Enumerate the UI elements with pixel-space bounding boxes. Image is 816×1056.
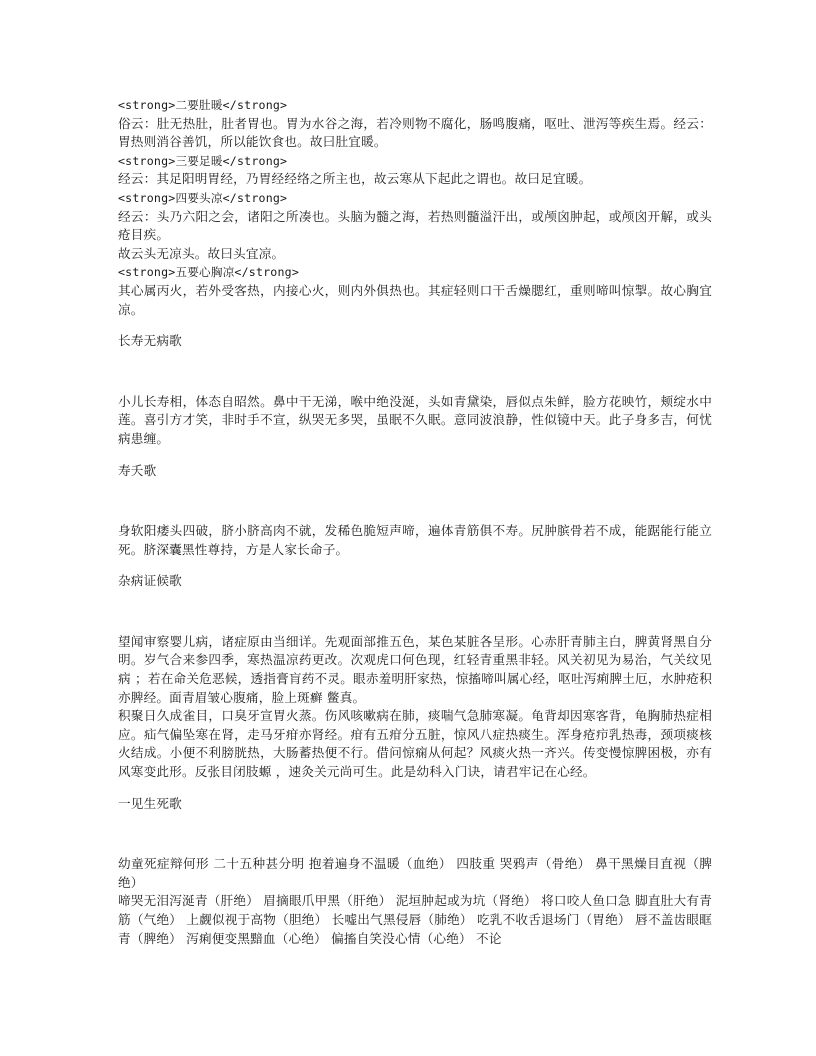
section-body-belly-warm: 俗云：肚无热肚，肚者胃也。胃为水谷之海，若冷则物不腐化，肠鸣腹痛，呕吐、泄泻等疾生焉。经云：胃热则消谷善饥，所以能饮食也。故曰肚宜暖。 <box>118 115 712 150</box>
section-title-head-cool: <strong>四要头凉</strong> <box>118 190 288 205</box>
song-title-longevity: 长寿无病歌 <box>118 333 182 349</box>
song-body-early-death: 身软阳痿头四破，脐小脐高肉不就，发稀色脆短声啼，遍体青筋俱不寿。尻肿膑骨若不成，能踞能行能立死。脐深囊黑性尊持，方是人家长命子。 <box>118 523 712 557</box>
document-page <box>118 96 712 948</box>
song-title-early-death: 寿夭歌 <box>118 462 157 478</box>
song-body-longevity: 小儿长寿相，体态自昭然。鼻中干无涕，喉中绝没涎，头如青黛染，唇似点朱鲜，脸方花映竹，颊绽水中莲。喜引方才笑，非时手不宣，纵哭无多哭，虽眠不久眠。意同波浪静，性似镜中天。此子身多吉，何忧病患缠。 <box>118 393 712 446</box>
section-title-chest-cool: <strong>五要心胸凉</strong> <box>118 265 300 280</box>
section-body-head-cool-2: 故云头无凉头。故曰头宜凉。 <box>118 245 285 261</box>
section-title-belly-warm: <strong>二要肚暖</strong> <box>118 98 288 112</box>
song-body-life-death-1: 幼童死症辩何形 二十五种甚分明 抱着遍身不温暖（血绝） 四肢重 哭鸦声（骨绝） 鼻干黑燥目直视（脾绝） <box>118 856 712 890</box>
song-body-life-death-2: 啼哭无泪泻涎青（肝绝） 眉摘眼爪甲黑（肝绝） 泥垣肿起或为坑（肾绝） 将口咬人鱼口急 脚直肚大有青筋（气绝） 上觑似视于高物（胆绝） 长嘘出气黑侵唇（肺绝） 吃乳不收舌退场门（胃绝） 唇不盖齿眼眶青（脾绝） 泻痢便变黑黯血（心绝） 偏搐自笑没心情（心绝） 不论 <box>118 893 712 946</box>
song-body-misc-2: 积聚日久成雀目，口臭牙宣胃火蒸。伤风咳嗽病在肺，痰喘气急肺寒凝。龟背却因寒客背，龟胸肺热症相应。疝气偏坠寒在肾，走马牙疳亦肾经。疳有五疳分五脏，惊风八症热痰生。浑身疮疖乳热毒，颈项痰核火结成。小便不利膀胱热，大肠蓄热便不行。借问惊痫从何起？风痰火热一齐兴。传变慢惊脾困极，亦有风寒变此形。反张目闭肢螈 ，速灸关元尚可生。此是幼科入门诀，请君牢记在心经。 <box>118 708 712 780</box>
song-title-misc: 杂病证候歌 <box>118 573 182 589</box>
section-body-chest-cool: 其心属丙火，若外受客热，内接心火，则内外俱热也。其症轻则口干舌燥腮红，重则啼叫惊掣。故心胸宜凉。 <box>118 282 712 317</box>
section-body-head-cool: 经云：头乃六阳之会，诸阳之所凑也。头脑为髓之海，若热则髓溢汗出，或颅囟肿起，或颅囟开解，或头疮目疾。 <box>118 208 712 243</box>
song-title-life-death: 一见生死歌 <box>118 795 182 811</box>
section-title-feet-warm: <strong>三要足暖</strong> <box>118 153 288 168</box>
section-body-feet-warm: 经云：其足阳明胃经，乃胃经经络之所主也，故云寒从下起此之谓也。故曰足宜暖。 <box>118 171 592 187</box>
song-body-misc-1: 望闻审察婴儿病，诸症原由当细详。先观面部推五色，某色某脏各呈形。心赤肝青肺主白，脾黄肾黑自分明。岁气合来参四季，寒热温凉药更改。次观虎口何色现，红轻青重黑非轻。风关初见为易治，气关纹见病 ；若在命关危恶候，透指膏肓药不灵。眼赤羞明肝家热，惊搐啼叫属心经，呕吐泻痢脾土厄，水肿疮积亦脾经。面青眉皱心腹痛，脸上斑癣 鳖真。 <box>118 633 712 705</box>
